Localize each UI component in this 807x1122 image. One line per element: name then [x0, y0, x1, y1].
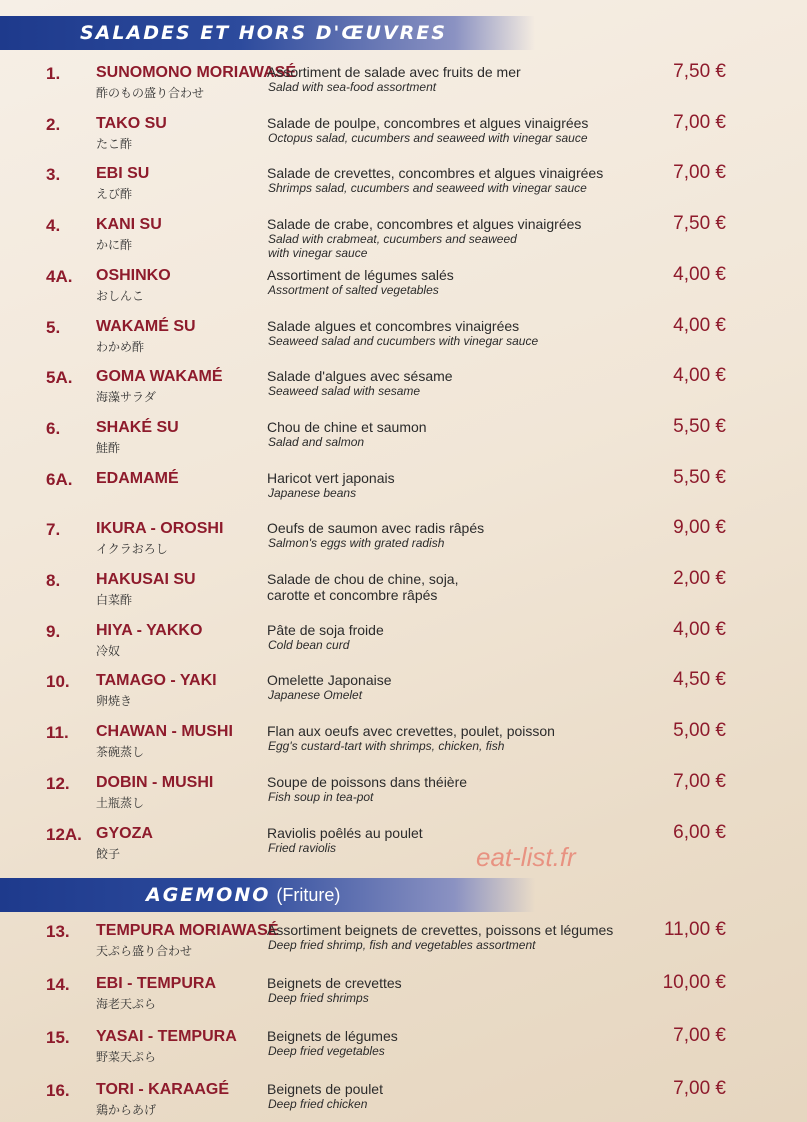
item-japanese-name: 鮭酢 — [96, 440, 121, 455]
section-banner-agemono — [0, 878, 535, 912]
item-number: 9. — [46, 621, 61, 641]
item-name: SHAKÉ SU — [96, 418, 179, 436]
item-description-fr: Assortiment beignets de crevettes, poissons et légumes — [267, 922, 614, 938]
item-description-fr: Assortiment de salade avec fruits de mer — [267, 64, 521, 80]
item-price: 4,50 € — [673, 669, 726, 691]
item-name: WAKAMÉ SU — [96, 317, 196, 335]
item-price: 7,00 € — [673, 111, 726, 133]
item-price: 5,00 € — [673, 720, 726, 742]
item-description-en: Japanese beans — [268, 485, 357, 500]
item-description-en: Deep fried vegetables — [268, 1044, 385, 1058]
item-description-en: Fried raviolis — [268, 840, 337, 855]
item-name: OSHINKO — [96, 266, 171, 284]
item-description-en: Deep fried chicken — [268, 1097, 368, 1111]
item-description-fr: Soupe de poissons dans théière — [267, 773, 468, 790]
item-description-fr: Flan aux oeufs avec crevettes, poulet, poisson — [267, 723, 555, 740]
item-price: 7,00 € — [673, 1025, 726, 1046]
item-name: EBI SU — [96, 165, 150, 183]
item-name: GOMA WAKAMÉ — [96, 368, 223, 386]
item-description-en: Shrimps salad, cucumbers and seaweed with vinegar sauce — [268, 181, 587, 196]
item-description-fr: Beignets de poulet — [267, 1081, 383, 1097]
item-number: 3. — [46, 165, 61, 185]
section-title: AGEMONO — [146, 884, 271, 906]
item-number: 8. — [46, 571, 61, 590]
item-number: 1. — [46, 64, 61, 83]
item-japanese-name: 酢のもの盛り合わせ — [96, 86, 205, 100]
item-number: 4. — [46, 216, 61, 236]
item-name: YASAI - TEMPURA — [96, 1028, 237, 1045]
item-price: 9,00 € — [673, 517, 726, 539]
item-number: 5. — [46, 317, 61, 337]
item-price: 10,00 € — [662, 972, 726, 993]
item-name: HIYA - YAKKO — [96, 621, 203, 639]
item-description-fr: Oeufs de saumon avec radis râpés — [267, 520, 485, 537]
item-description-fr: Beignets de crevettes — [267, 975, 402, 991]
item-price: 5,50 € — [673, 415, 726, 437]
item-number: 10. — [46, 672, 70, 692]
item-description-fr: Pâte de soja froide — [267, 621, 384, 638]
item-price: 7,00 € — [673, 770, 726, 792]
item-number: 4A. — [46, 266, 73, 286]
item-japanese-name: 海藻サラダ — [96, 390, 156, 405]
item-price: 7,00 € — [673, 162, 726, 184]
item-description-en: Seaweed salad and cucumbers with vinegar sauce — [268, 333, 539, 348]
item-number: 15. — [46, 1028, 70, 1047]
item-price: 7,50 € — [673, 61, 726, 82]
item-number: 13. — [46, 922, 70, 941]
item-japanese-name: 土瓶蒸し — [96, 795, 145, 810]
item-number: 16. — [46, 1081, 70, 1100]
item-description-en: Salad and salmon — [268, 434, 365, 449]
section-subtitle: (Friture) — [276, 884, 341, 905]
item-price: 6,00 € — [673, 821, 726, 843]
item-name: SUNOMONO MORIAWASÉ — [96, 64, 297, 81]
item-description-en: Assortment of salted vegetables — [268, 282, 439, 297]
item-description-fr: Salade de crabe, concombres et algues vinaigrées — [267, 216, 582, 233]
item-name: EBI - TEMPURA — [96, 975, 216, 992]
item-number: 11. — [46, 723, 69, 743]
item-number: 5A. — [46, 368, 73, 388]
item-description-fr: Raviolis poêlés au poulet — [267, 824, 423, 841]
item-price: 7,50 € — [673, 213, 726, 235]
item-price: 5,50 € — [673, 466, 726, 488]
item-description-en: Fish soup in tea-pot — [268, 789, 374, 804]
item-japanese-name: 卵焼き — [96, 694, 133, 709]
item-description-en: Japanese Omelet — [268, 688, 363, 703]
item-name: CHAWAN - MUSHI — [96, 723, 233, 741]
item-japanese-name: おしんこ — [96, 288, 145, 303]
item-description-fr: Omelette Japonaise — [267, 672, 392, 689]
item-name: TEMPURA MORIAWASÉ — [96, 922, 279, 939]
item-name: DOBIN - MUSHI — [96, 773, 214, 791]
item-price: 11,00 € — [664, 919, 726, 940]
section-banner-salades — [0, 16, 535, 50]
item-description-fr: Chou de chine et saumon — [267, 418, 427, 435]
item-japanese-name: 茶碗蒸し — [96, 745, 145, 760]
item-description-fr: Haricot vert japonais — [267, 469, 395, 486]
item-description-fr: Salade algues et concombres vinaigrées — [267, 317, 520, 334]
item-number: 14. — [46, 975, 70, 994]
item-name: EDAMAMÉ — [96, 469, 179, 487]
item-price: 4,00 € — [673, 365, 726, 387]
item-description-en: Seaweed salad with sesame — [268, 384, 421, 399]
item-japanese-name: 野菜天ぷら — [96, 1050, 157, 1064]
item-description-fr: Assortiment de légumes salés — [267, 266, 454, 283]
item-description-en: Salad with sea-food assortment — [268, 80, 437, 94]
item-price: 4,00 € — [673, 618, 726, 640]
item-number: 12. — [46, 773, 70, 793]
item-name: TAMAGO - YAKI — [96, 672, 217, 690]
item-description-fr: Salade de crevettes, concombres et algues vinaigrées — [267, 165, 604, 182]
item-description-en: Deep fried shrimps — [268, 991, 369, 1005]
item-description-en: Deep fried shrimp, fish and vegetables assortment — [268, 938, 536, 952]
item-description-en: Salmon's eggs with grated radish — [268, 536, 445, 551]
item-number: 2. — [46, 114, 61, 134]
item-number: 7. — [46, 520, 61, 540]
item-japanese-name: わかめ酢 — [96, 339, 145, 354]
item-name: GYOZA — [96, 824, 153, 842]
item-number: 6A. — [46, 469, 73, 489]
item-description-fr: Salade d'algues avec sésame — [267, 368, 453, 385]
item-name: HAKUSAI SU — [96, 571, 196, 588]
item-japanese-name: えび酢 — [96, 187, 133, 202]
item-name: KANI SU — [96, 216, 162, 234]
item-japanese-name: イクラおろし — [96, 542, 168, 557]
item-japanese-name: 白菜酢 — [96, 593, 133, 607]
item-japanese-name: かに酢 — [96, 238, 133, 253]
item-price: 7,00 € — [673, 1078, 726, 1099]
section-title: SALADES ET HORS D'ŒUVRES — [80, 22, 447, 44]
item-description-en: Egg's custard-tart with shrimps, chicken, fish — [268, 739, 505, 754]
item-description-fr: Salade de chou de chine, soja, carotte et concombre râpés — [267, 571, 459, 603]
item-number: 6. — [46, 418, 61, 438]
item-price: 2,00 € — [673, 568, 726, 589]
item-price: 4,00 € — [673, 314, 726, 336]
item-name: TAKO SU — [96, 114, 167, 132]
item-japanese-name: 天ぷら盛り合わせ — [96, 944, 193, 958]
item-japanese-name: 餃子 — [96, 846, 121, 861]
item-number: 12A. — [46, 824, 82, 844]
item-name: IKURA - OROSHI — [96, 520, 224, 538]
watermark: eat-list.fr — [476, 842, 576, 872]
item-description-en: Octopus salad, cucumbers and seaweed with vinegar sauce — [268, 130, 588, 145]
item-name: TORI - KARAAGÉ — [96, 1081, 230, 1098]
item-japanese-name: 鶏からあげ — [96, 1103, 157, 1117]
item-description-en: Cold bean curd — [268, 637, 350, 652]
item-japanese-name: 海老天ぷら — [96, 997, 157, 1011]
item-description-en: Salad with crabmeat, cucumbers and seaweed with vinegar sauce — [268, 232, 517, 261]
item-description-fr: Beignets de légumes — [267, 1028, 398, 1044]
item-price: 4,00 € — [673, 263, 726, 285]
item-japanese-name: たこ酢 — [96, 136, 133, 151]
item-description-fr: Salade de poulpe, concombres et algues vinaigrées — [267, 114, 589, 131]
item-japanese-name: 冷奴 — [96, 643, 121, 658]
